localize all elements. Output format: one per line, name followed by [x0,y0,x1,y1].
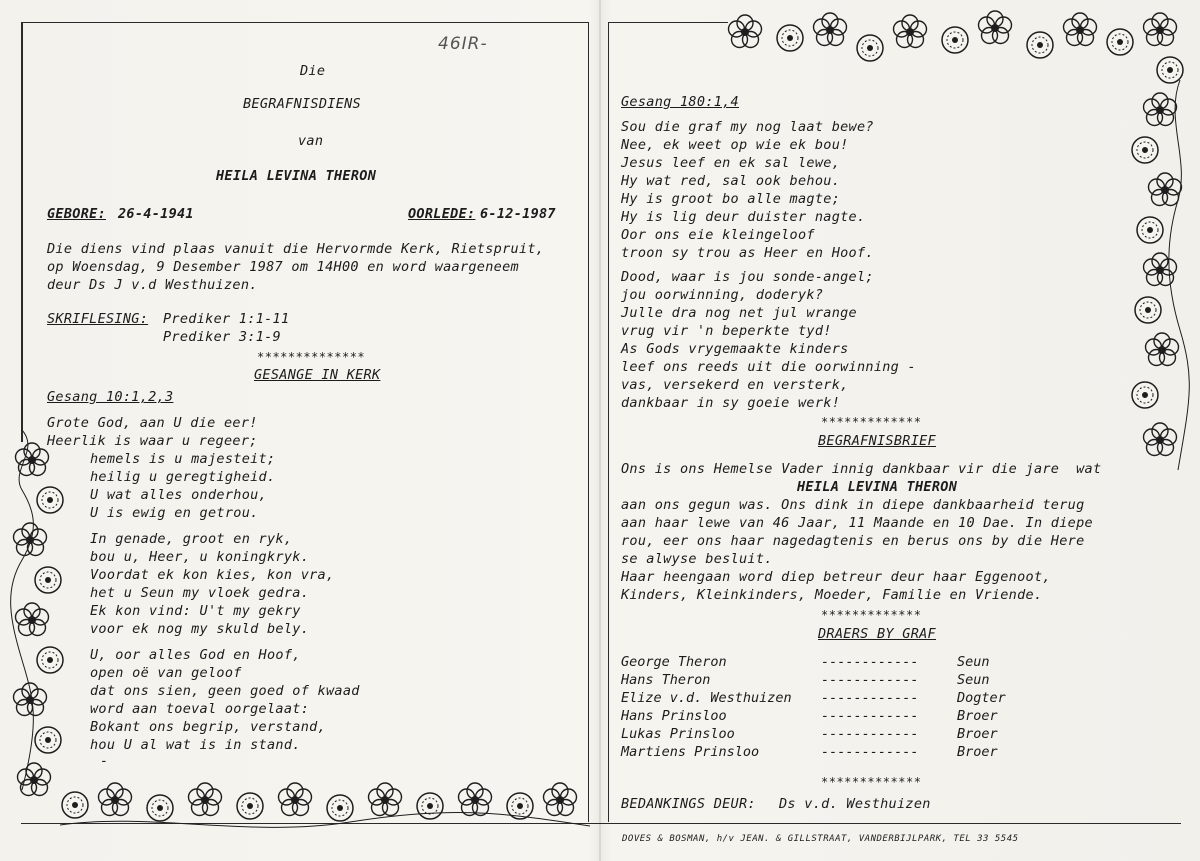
verse-line: U wat alles onderhou, [90,487,267,503]
separator-stars: ************* [821,775,922,789]
bearer-dashes: ------------ [821,708,919,724]
verse-line: dat ons sien, geen goed of kwaad [90,683,360,699]
verse-line: Nee, ek weet op wie ek bou! [621,137,849,153]
verse-line: Heerlik is waar u regeer; [47,433,258,449]
letter-line: rou, eer ons haar nagedagtenis en berus ons by die Here [621,533,1085,549]
bearer-dashes: ------------ [821,654,919,670]
verse-line: Hy wat red, sal ook behou. [621,173,841,189]
vine-left [11,430,34,790]
bearer-relation: Dogter [957,690,1006,706]
verse-line: Voordat ek kon kies, kon vra, [90,567,335,583]
separator-stars: ************* [821,415,922,429]
handwritten-note: 46IR- [438,34,488,54]
verse-line: Hy is lig deur duister nagte. [621,209,866,225]
service-line-1: Die diens vind plaas vanuit die Hervormde Kerk, Rietspruit, [47,241,545,257]
letter-name: HEILA LEVINA THERON [797,479,958,495]
songs-heading: GESANGE IN KERK [254,367,381,383]
top-border-flowers [729,11,1184,83]
born-date: 26-4-1941 [118,206,194,222]
bearer-relation: Broer [957,726,998,742]
verse-line: open oë van geloof [90,665,242,681]
deceased-name: HEILA LEVINA THERON [216,168,377,184]
bearers-heading: DRAERS BY GRAF [818,626,936,642]
list-item [621,654,1041,672]
separator-stars: ************* [821,608,922,622]
letter-line: Haar heengaan word diep betreur deur haar Eggenoot, [621,569,1051,585]
verse-line: jou oorwinning, doderyk? [621,287,824,303]
list-item [621,690,1041,708]
letter-line: Kinders, Kleinkinders, Moeder, Familie en Vriende. [621,587,1043,603]
died-date: 6-12-1987 [480,206,556,222]
letter-line: aan haar lewe van 46 Jaar, 11 Maande en 10 Dae. In diepe [621,515,1093,531]
letter-heading: BEGRAFNISBRIEF [818,433,936,449]
letter-line-1: Ons is ons Hemelse Vader innig dankbaar vir die jare wat [621,461,1102,477]
died-label: OORLEDE: [408,206,476,222]
bearer-name: Martiens Prinsloo [621,744,760,760]
verse-line: As Gods vrygemaakte kinders [621,341,849,357]
verse-line: leef ons reeds uit die oorwinning - [621,359,916,375]
list-item [621,726,1041,744]
verse-line: bou u, Heer, u koningkryk. [90,549,310,565]
separator-stars: ************** [257,350,366,364]
trailing-dash: - [100,753,109,769]
bearer-dashes: ------------ [821,744,919,760]
verse-line: hou U al wat is in stand. [90,737,301,753]
bearer-relation: Broer [957,708,998,724]
born-label: GEBORE: [47,206,106,222]
verse-line: het u Seun my vloek gedra. [90,585,310,601]
right-border-flowers [1132,93,1182,456]
title-die: Die [300,63,326,79]
bearer-name: Lukas Prinsloo [621,726,735,742]
title-begrafnisdiens: BEGRAFNISDIENS [243,96,361,112]
bearer-relation: Seun [957,672,990,688]
hymn-title: Gesang 10:1,2,3 [47,389,174,405]
list-item [621,744,1041,762]
bearer-name: Elize v.d. Westhuizen [621,690,792,706]
service-line-3: deur Ds J v.d Westhuizen. [47,277,258,293]
bearer-relation: Broer [957,744,998,760]
verse-line: Ek kon vind: U't my gekry [90,603,301,619]
verse-line: Julle dra nog net jul wrange [621,305,857,321]
vine-right [1169,80,1189,470]
bearer-name: George Theron [621,654,727,670]
list-item [621,708,1041,726]
letter-line: aan ons gegun was. Ons dink in diepe dankbaarheid terug [621,497,1085,513]
bearer-dashes: ------------ [821,672,919,688]
verse-line: vrug vir 'n beperkte tyd! [621,323,832,339]
verse-line: troon sy trou as Heer en Hoof. [621,245,874,261]
reading-2: Prediker 3:1-9 [163,329,281,345]
bearer-dashes: ------------ [821,690,919,706]
verse-line: Bokant ons begrip, verstand, [90,719,326,735]
verse-line: vas, versekerd en versterk, [621,377,849,393]
thanks-label: BEDANKINGS DEUR: [621,796,756,812]
verse-line: Hy is groot bo alle magte; [621,191,841,207]
bearer-relation: Seun [957,654,990,670]
verse-line: dankbaar in sy goeie werk! [621,395,841,411]
verse-line: Grote God, aan U die eer! [47,415,258,431]
verse-line: word aan toeval oorgelaat: [90,701,310,717]
service-line-2: op Woensdag, 9 Desember 1987 om 14H00 en word waargeneem [47,259,519,275]
bottom-border-flowers [62,783,577,821]
title-van: van [298,133,324,149]
verse-line: Sou die graf my nog laat bewe? [621,119,874,135]
hymn-title-right: Gesang 180:1,4 [621,94,739,110]
thanks-value: Ds v.d. Westhuizen [779,796,931,812]
bearer-dashes: ------------ [821,726,919,742]
verse-line: Dood, waar is jou sonde-angel; [621,269,874,285]
verse-line: Jesus leef en ek sal lewe, [621,155,841,171]
list-item [621,672,1041,690]
verse-line: hemels is u majesteit; [90,451,276,467]
verse-line: heilig u geregtigheid. [90,469,276,485]
letter-line: se alwyse besluit. [621,551,773,567]
verse-line: voor ek nog my skuld bely. [90,621,310,637]
verse-line: In genade, groot en ryk, [90,531,293,547]
printer-footer: DOVES & BOSMAN, h/v JEAN. & GILLSTRAAT, VANDERBIJLPARK, TEL 33 5545 [622,834,1019,844]
verse-line: Oor ons eie kleingeloof [621,227,815,243]
verse-line: U is ewig en getrou. [90,505,259,521]
reading-1: Prediker 1:1-11 [163,311,290,327]
bearer-name: Hans Theron [621,672,711,688]
verse-line: U, oor alles God en Hoof, [90,647,301,663]
left-border-flowers [14,443,64,796]
bearer-name: Hans Prinsloo [621,708,727,724]
reading-label: SKRIFLESING: [47,311,149,327]
